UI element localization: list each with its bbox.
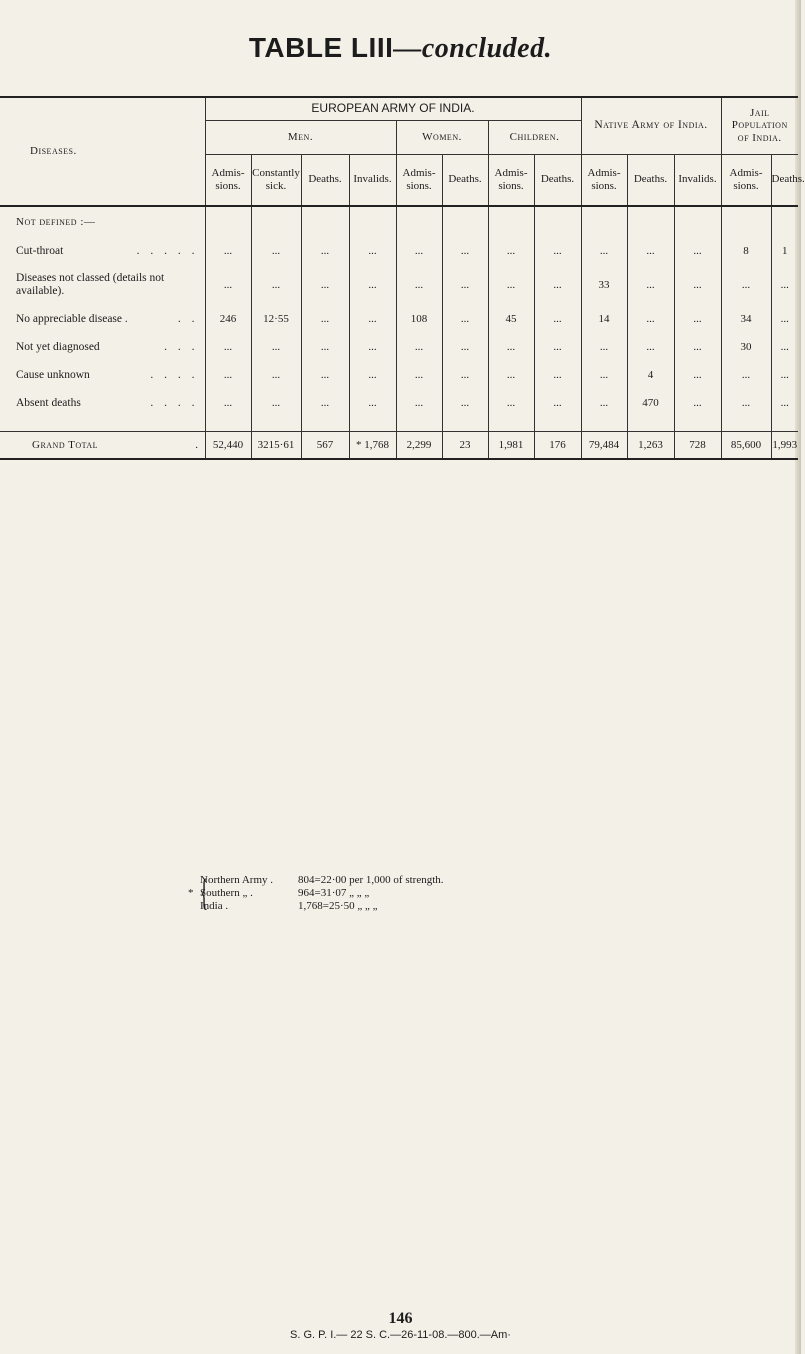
row-label: Cause unknown [16, 369, 90, 381]
table-cell: 33 [581, 265, 627, 305]
table-cell: ... [442, 361, 488, 389]
table-cell: ... [442, 305, 488, 333]
table-cell: ... [721, 361, 771, 389]
table-cell: ... [721, 265, 771, 305]
table-cell: 470 [627, 389, 674, 417]
col-women-deaths: Deaths. [442, 154, 488, 206]
title-suffix: —concluded. [393, 33, 553, 64]
table-cell: ... [205, 265, 251, 305]
row-label: Absent deaths [16, 397, 81, 409]
table-row [0, 305, 798, 333]
col-men-constantly-sick: Constantly sick. [251, 154, 301, 206]
footnote-key: Southern „ . [200, 887, 253, 899]
table-cell: ... [488, 237, 534, 265]
table-cell: ... [627, 333, 674, 361]
table-cell: ... [251, 265, 301, 305]
footnote [188, 872, 444, 914]
table-cell: 4 [627, 361, 674, 389]
table-cell: ... [251, 333, 301, 361]
table-cell: ... [721, 389, 771, 417]
table-cell: ... [301, 333, 349, 361]
table-cell: ... [581, 333, 627, 361]
footnote-marker: * [188, 887, 194, 899]
table-row [0, 237, 798, 265]
col-children-admissions: Admis-sions. [488, 154, 534, 206]
table-cell: ... [581, 237, 627, 265]
row-label: Not yet diagnosed [16, 341, 100, 353]
table-cell: ... [396, 333, 442, 361]
women-header: Women. [396, 120, 488, 154]
table-cell: ... [205, 389, 251, 417]
grand-total-dot: . [195, 439, 199, 451]
footnote-key: India . [200, 900, 229, 912]
table-cell: ... [534, 265, 581, 305]
table-cell: ... [349, 265, 396, 305]
total-cell: 2,299 [396, 432, 442, 460]
footnote-value: 1,768=25·50 „ „ „ [298, 900, 378, 912]
table-cell: ... [534, 361, 581, 389]
table-cell: ... [534, 237, 581, 265]
table-cell: 12·55 [251, 305, 301, 333]
col-jail-deaths: Deaths. [771, 154, 798, 206]
table-cell: ... [442, 333, 488, 361]
total-cell: 52,440 [205, 432, 251, 460]
col-jail-admissions: Admis-sions. [721, 154, 771, 206]
table-cell: ... [349, 389, 396, 417]
row-dots: . . [177, 313, 199, 325]
footnote-brace: { [200, 872, 209, 914]
section-heading: Not defined :— [16, 216, 96, 228]
table-cell: 45 [488, 305, 534, 333]
table-cell: ... [205, 333, 251, 361]
table-cell: ... [205, 237, 251, 265]
mortality-table [0, 96, 805, 460]
jail-population-header: Jail Population of India. [721, 98, 798, 154]
col-native-admissions: Admis-sions. [581, 154, 627, 206]
table-cell: 8 [721, 237, 771, 265]
table-cell: ... [251, 361, 301, 389]
row-dots: . . . . . [136, 245, 199, 257]
table-cell: ... [488, 333, 534, 361]
table-cell: ... [674, 237, 721, 265]
table-cell: ... [301, 305, 349, 333]
table-cell: ... [396, 265, 442, 305]
table-cell: 108 [396, 305, 442, 333]
table-cell: ... [674, 389, 721, 417]
table-cell: ... [771, 305, 798, 333]
row-label: Cut-throat [16, 245, 64, 257]
footnote-value: 804=22·00 per 1,000 of strength. [298, 874, 444, 886]
table-cell: 14 [581, 305, 627, 333]
table-cell: ... [251, 389, 301, 417]
table-cell: ... [349, 237, 396, 265]
table-cell: ... [771, 361, 798, 389]
table-cell: ... [301, 389, 349, 417]
table-cell: ... [251, 237, 301, 265]
table-cell: ... [674, 333, 721, 361]
total-cell: 176 [534, 432, 581, 460]
table-cell: ... [301, 237, 349, 265]
col-men-deaths: Deaths. [301, 154, 349, 206]
col-native-invalids: Invalids. [674, 154, 721, 206]
printer-line: S. G. P. I.— 22 S. C.—26-11-08.—800.—Am· [290, 1329, 511, 1341]
table-cell: ... [301, 361, 349, 389]
european-army-header: EUROPEAN ARMY OF INDIA. [205, 98, 581, 120]
table-cell: ... [349, 333, 396, 361]
table-cell: ... [581, 389, 627, 417]
row-dots: . . . . [150, 369, 199, 381]
table-cell: ... [396, 361, 442, 389]
total-cell: * 1,768 [349, 432, 396, 460]
table-cell: ... [301, 265, 349, 305]
table-cell: ... [396, 389, 442, 417]
table-cell: ... [627, 237, 674, 265]
col-men-admissions: Admis-sions. [205, 154, 251, 206]
col-men-invalids: Invalids. [349, 154, 396, 206]
table-cell: ... [349, 305, 396, 333]
table-cell: ... [627, 265, 674, 305]
col-native-deaths: Deaths. [627, 154, 674, 206]
row-dots: . . . [164, 341, 199, 353]
table-cell: ... [396, 237, 442, 265]
table-cell: ... [349, 361, 396, 389]
footnote-value: 964=31·07 „ „ „ [298, 887, 370, 899]
row-dots: . . . . [150, 397, 199, 409]
table-cell: ... [581, 361, 627, 389]
table-cell: ... [534, 389, 581, 417]
table-cell: ... [674, 361, 721, 389]
table-cell: 30 [721, 333, 771, 361]
page-number: 146 [388, 1310, 413, 1327]
table-cell: 1 [771, 237, 798, 265]
table-cell: ... [488, 361, 534, 389]
table-cell: ... [627, 305, 674, 333]
table-row [0, 265, 798, 305]
table-cell: ... [442, 389, 488, 417]
table-cell: ... [488, 389, 534, 417]
table-cell: ... [674, 305, 721, 333]
table-row [0, 333, 798, 361]
grand-total-label: Grand Total [32, 439, 99, 451]
row-label: No appreciable disease . [16, 313, 128, 325]
total-cell: 1,981 [488, 432, 534, 460]
men-header: Men. [205, 120, 396, 154]
table-cell: ... [771, 333, 798, 361]
table-cell: ... [488, 265, 534, 305]
total-cell: 23 [442, 432, 488, 460]
table-row [0, 389, 798, 417]
table-cell: ... [205, 361, 251, 389]
table-cell: 246 [205, 305, 251, 333]
children-header: Children. [488, 120, 581, 154]
footnote-key: Northern Army . [200, 874, 274, 886]
page-title [0, 32, 801, 65]
total-cell: 728 [674, 432, 721, 460]
table-row [0, 361, 798, 389]
total-cell: 79,484 [581, 432, 627, 460]
total-cell: 85,600 [721, 432, 771, 460]
native-army-header: Native Army of India. [581, 98, 721, 154]
table-cell: ... [771, 389, 798, 417]
table-cell: ... [442, 237, 488, 265]
table-cell: ... [442, 265, 488, 305]
title-main: TABLE LIII [248, 32, 394, 63]
total-cell: 567 [301, 432, 349, 460]
col-children-deaths: Deaths. [534, 154, 581, 206]
total-cell: 3215·61 [251, 432, 301, 460]
table-cell: ... [771, 265, 798, 305]
row-label: Diseases not classed (details not available). [16, 272, 165, 297]
col-women-admissions: Admis-sions. [396, 154, 442, 206]
table-cell: ... [534, 333, 581, 361]
table-cell: ... [674, 265, 721, 305]
table-cell: 34 [721, 305, 771, 333]
total-cell: 1,993 [771, 432, 798, 460]
total-cell: 1,263 [627, 432, 674, 460]
table-cell: ... [534, 305, 581, 333]
diseases-header: Diseases. [0, 98, 205, 206]
grand-total-row [0, 432, 798, 460]
